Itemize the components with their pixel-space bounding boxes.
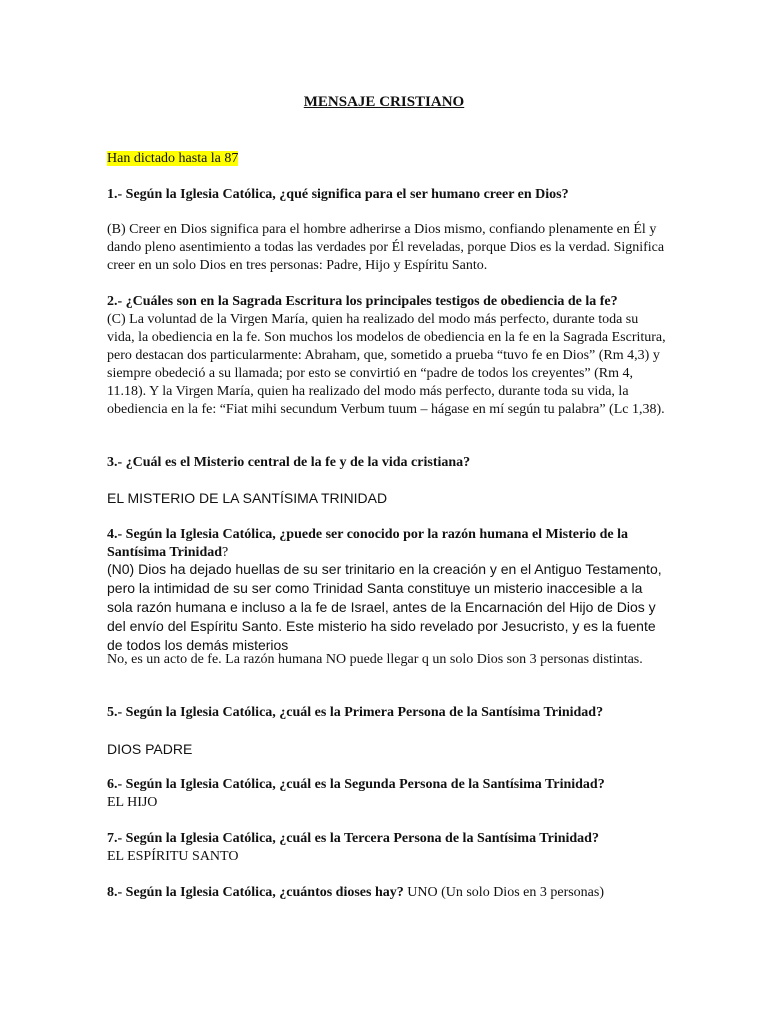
page-title: MENSAJE CRISTIANO: [303, 94, 465, 110]
answer-4: (N0) Dios ha dejado huellas de su ser trinitario en la creación y en el Antiguo Testamento, pero la intimidad de su ser como Trinidad Santa constituye un misterio inaccesible a la sola razón humana e incluso a la fe de Israel, antes de la Encarnación del Hijo de Dios y del envío del Espíritu Santo. Este misterio ha sido revelado por Jesucristo, y es la fuente de todos los demás misterios: [107, 561, 662, 653]
question-2: 2.- ¿Cuáles son en la Sagrada Escritura los principales testigos de obediencia de la fe?: [107, 294, 618, 309]
question-7: 7.- Según la Iglesia Católica, ¿cuál es la Tercera Persona de la Santísima Trinidad?: [107, 831, 599, 846]
dictation-note: [107, 150, 667, 168]
question-4: [107, 526, 667, 562]
question-3: 3.- ¿Cuál es el Misterio central de la fe y de la vida cristiana?: [107, 455, 471, 470]
answer-8: UNO (Un solo Dios en 3 personas): [403, 885, 605, 900]
question-1: 1.- Según la Iglesia Católica, ¿qué significa para el ser humano creer en Dios?: [107, 187, 569, 202]
answer-4-note: No, es un acto de fe. La razón humana NO puede llegar q un solo Dios son 3 personas distintas.: [107, 652, 643, 667]
question-8: [107, 884, 667, 902]
answer-7: EL ESPÍRITU SANTO: [107, 849, 239, 864]
question-4-text: 4.- Según la Iglesia Católica, ¿puede ser conocido por la razón humana el Misterio de la Santísima Trinidad: [107, 527, 628, 560]
question-8-text: 8.- Según la Iglesia Católica, ¿cuántos dioses hay?: [107, 885, 404, 900]
highlighted-note: Han dictado hasta la 87: [107, 151, 239, 166]
answer-3: EL MISTERIO DE LA SANTÍSIMA TRINIDAD: [107, 490, 388, 506]
answer-6: EL HIJO: [107, 795, 158, 810]
answer-2: (C) La voluntad de la Virgen María, quien ha realizado del modo más perfecto, durante toda su vida, la obediencia en la fe. Son muchos los modelos de obediencia en la fe en la Sagrada Escritura, pero destacan dos particularmente: Abraham, que, sometido a prueba “tuvo fe en Dios” (Rm 4,3) y siempre obedeció a su llamada; por esto se convirtió en “padre de todos los creyentes” (Rm 4, 11.18). Y la Virgen María, quien ha realizado del modo más perfecto, durante toda su vida, la obediencia en la fe: “Fiat mihi secundum Verbum tuum – hágase en mí según tu palabra” (Lc 1,38).: [107, 312, 666, 417]
answer-1: (B) Creer en Dios significa para el hombre adherirse a Dios mismo, confiando plenamente en Él y dando pleno asentimiento a todas las verdades por Él reveladas, porque Dios es la verdad. Significa creer en un solo Dios en tres personas: Padre, Hijo y Espíritu Santo.: [107, 222, 665, 273]
question-5: 5.- Según la Iglesia Católica, ¿cuál es la Primera Persona de la Santísima Trinidad?: [107, 705, 604, 720]
answer-5: DIOS PADRE: [107, 741, 193, 757]
question-4-mark: ?: [222, 545, 229, 560]
question-6: 6.- Según la Iglesia Católica, ¿cuál es la Segunda Persona de la Santísima Trinidad?: [107, 777, 605, 792]
